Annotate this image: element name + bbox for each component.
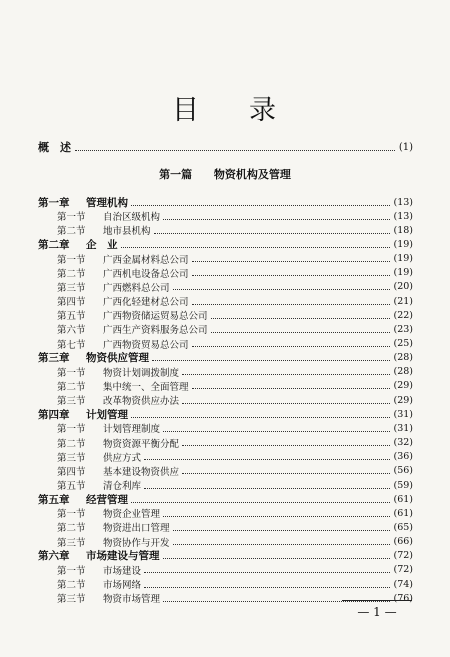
entry-number: 第五章	[38, 493, 70, 506]
toc-section-row[interactable]	[57, 223, 413, 237]
entry-number: 第三节	[57, 282, 86, 294]
entry-page: (74)	[393, 578, 413, 590]
leader-dots	[75, 150, 395, 151]
toc-section-row[interactable]	[57, 252, 413, 266]
leader-dots	[192, 388, 391, 389]
leader-dots	[131, 502, 390, 503]
entry-number: 第五节	[57, 481, 86, 492]
leader-dots	[182, 445, 390, 446]
entry-label: 广西燃料总公司	[103, 282, 170, 294]
entry-page: (19)	[393, 267, 413, 279]
leader-dots	[154, 233, 391, 234]
entry-page: (36)	[393, 451, 413, 463]
entry-number: 第三章	[38, 352, 70, 365]
leader-dots	[173, 544, 391, 545]
entry-label: 广西化轻建材总公司	[103, 297, 189, 309]
leader-dots	[182, 473, 390, 474]
toc-section-row[interactable]	[57, 421, 413, 435]
leader-dots	[182, 403, 390, 404]
toc-chapter-row[interactable]	[38, 549, 413, 563]
entry-label: 物资协作与开发	[103, 537, 170, 549]
entry-page: (13)	[393, 196, 413, 208]
entry-page: (28)	[393, 352, 413, 364]
toc-chapter-row[interactable]	[38, 492, 413, 506]
leader-dots	[182, 374, 390, 375]
part-number: 第一篇	[159, 168, 193, 181]
entry-page: (72)	[393, 564, 413, 576]
entry-number: 第一节	[57, 424, 86, 436]
toc-section-row[interactable]	[57, 365, 413, 379]
entry-label: 物资进出口管理	[103, 523, 170, 535]
entry-page: (25)	[393, 338, 413, 349]
page-title	[0, 88, 450, 127]
title-char-1: 目	[172, 95, 201, 126]
entry-number: 第一节	[57, 254, 86, 266]
entry-label: 企 业	[86, 238, 118, 251]
entry-number: 第四节	[57, 466, 86, 478]
part-heading	[0, 166, 450, 182]
leader-dots	[131, 205, 390, 206]
entry-label: 基本建设物资供应	[103, 466, 180, 478]
entry-number: 第三节	[57, 594, 86, 606]
entry-label: 物资企业管理	[103, 509, 161, 521]
toc-section-row[interactable]	[57, 520, 413, 534]
entry-number: 第三节	[57, 396, 86, 408]
entry-label: 经营管理	[86, 493, 128, 506]
leader-dots	[211, 318, 391, 319]
leader-dots	[152, 360, 390, 361]
entry-number: 第一节	[57, 565, 86, 577]
leader-dots	[192, 304, 391, 305]
entry-label: 物资市场管理	[103, 594, 161, 606]
entry-number: 第二节	[57, 523, 86, 535]
toc-section-row[interactable]	[57, 577, 413, 591]
entry-number: 第二节	[57, 268, 86, 280]
entry-page: (32)	[393, 437, 413, 449]
entry-page: (61)	[393, 493, 413, 505]
toc-section-row[interactable]	[57, 464, 413, 478]
entry-label: 广西物资贸易总公司	[103, 339, 189, 351]
entry-page: (31)	[393, 408, 413, 420]
entry-label: 物资资源平衡分配	[103, 438, 180, 450]
toc-chapter-row[interactable]	[38, 407, 413, 421]
entry-label: 管理机构	[86, 196, 128, 209]
entry-page: (18)	[393, 224, 413, 236]
overview-label: 概 述	[38, 141, 71, 154]
entry-number: 第四章	[38, 408, 70, 421]
toc-overview[interactable]	[38, 139, 413, 155]
toc-section-row[interactable]	[57, 450, 413, 464]
entry-label: 物资计划调拨制度	[103, 367, 180, 379]
toc-section-row[interactable]	[57, 506, 413, 520]
toc-section-row[interactable]	[57, 563, 413, 577]
entry-page: (19)	[393, 253, 413, 265]
entry-page: (56)	[393, 465, 413, 477]
entry-page: (23)	[393, 323, 413, 335]
part-title: 物资机构及管理	[213, 168, 291, 181]
entry-page: (72)	[393, 550, 413, 562]
entry-label: 广西金属材料总公司	[103, 254, 189, 266]
entry-number: 第五节	[57, 311, 86, 323]
leader-dots	[144, 587, 390, 588]
entry-label: 市场建设与管理	[86, 550, 160, 563]
entry-page: (29)	[393, 394, 413, 406]
entry-label: 计划管理	[86, 408, 128, 421]
entry-number: 第六节	[57, 325, 86, 337]
leader-dots	[192, 261, 391, 262]
toc-chapter-row[interactable]	[38, 195, 413, 209]
entry-number: 第二节	[57, 438, 86, 450]
toc-section-row[interactable]	[57, 337, 413, 351]
entry-label: 自治区级机构	[103, 212, 161, 224]
entry-label: 供应方式	[103, 452, 142, 464]
entry-page: (61)	[393, 507, 413, 519]
toc-section-row[interactable]	[57, 308, 413, 322]
entry-number: 第二节	[57, 381, 86, 393]
entry-number: 第二章	[38, 238, 70, 251]
page-number: — 1 —	[342, 600, 412, 621]
entry-number: 第一节	[57, 367, 86, 379]
toc-section-row[interactable]	[57, 393, 413, 407]
leader-dots	[131, 417, 390, 418]
entry-page: (19)	[393, 238, 413, 250]
leader-dots	[173, 289, 391, 290]
title-char-2: 录	[249, 95, 278, 126]
entry-number: 第三节	[57, 452, 86, 464]
entry-number: 第一节	[57, 212, 86, 224]
toc-section-row[interactable]	[57, 478, 413, 492]
leader-dots	[144, 488, 390, 489]
toc-section-row[interactable]	[57, 379, 413, 393]
toc-section-row[interactable]	[57, 266, 413, 280]
entry-label: 广西生产资料服务总公司	[103, 325, 208, 337]
toc-section-row[interactable]	[57, 535, 413, 549]
toc-section-row[interactable]	[57, 209, 413, 223]
entry-page: (31)	[393, 422, 413, 434]
leader-dots	[121, 247, 391, 248]
overview-page: (1)	[398, 141, 413, 153]
toc-section-row[interactable]	[57, 280, 413, 294]
leader-dots	[163, 558, 391, 559]
leader-dots	[163, 219, 390, 220]
entry-page: (13)	[393, 210, 413, 222]
entry-label: 物资供应管理	[86, 352, 149, 365]
leader-dots	[192, 346, 391, 347]
leader-dots	[144, 572, 390, 573]
entry-number: 第六章	[38, 550, 70, 563]
entry-number: 第四节	[57, 297, 86, 309]
entry-number: 第二节	[57, 226, 86, 238]
entry-label: 集中统一、全面管理	[103, 381, 189, 393]
toc-section-row[interactable]	[57, 322, 413, 336]
entry-page: (59)	[393, 479, 413, 491]
entry-page: (29)	[393, 380, 413, 392]
toc-section-row[interactable]	[57, 436, 413, 450]
leader-dots	[163, 516, 390, 517]
leader-dots	[173, 530, 391, 531]
entry-number: 第三节	[57, 537, 86, 549]
leader-dots	[163, 431, 390, 432]
leader-dots	[144, 459, 390, 460]
entry-number: 第二节	[57, 580, 86, 592]
toc-chapter-row[interactable]	[38, 351, 413, 365]
entry-label: 市场建设	[103, 565, 142, 577]
toc-section-row[interactable]	[57, 294, 413, 308]
entry-page: (65)	[393, 521, 413, 533]
entry-label: 清仓利库	[103, 481, 142, 492]
entry-page: (20)	[393, 281, 413, 293]
entry-label: 改革物资供应办法	[103, 396, 180, 408]
entry-page: (28)	[393, 366, 413, 378]
entry-label: 地市县机构	[103, 226, 151, 238]
entry-label: 广西物资储运贸易总公司	[103, 311, 208, 323]
entry-label: 广西机电设备总公司	[103, 268, 189, 280]
toc-chapter-row[interactable]	[38, 237, 413, 251]
entry-page: (76)	[393, 592, 413, 604]
entry-page: (21)	[393, 295, 413, 307]
entry-number: 第七节	[57, 339, 86, 351]
entry-label: 市场网络	[103, 580, 142, 592]
entry-page: (66)	[393, 536, 413, 548]
entry-number: 第一节	[57, 509, 86, 521]
leader-dots	[192, 275, 391, 276]
leader-dots	[211, 332, 391, 333]
entry-label: 计划管理制度	[103, 424, 161, 436]
entry-number: 第一章	[38, 196, 70, 209]
entry-page: (22)	[393, 309, 413, 321]
